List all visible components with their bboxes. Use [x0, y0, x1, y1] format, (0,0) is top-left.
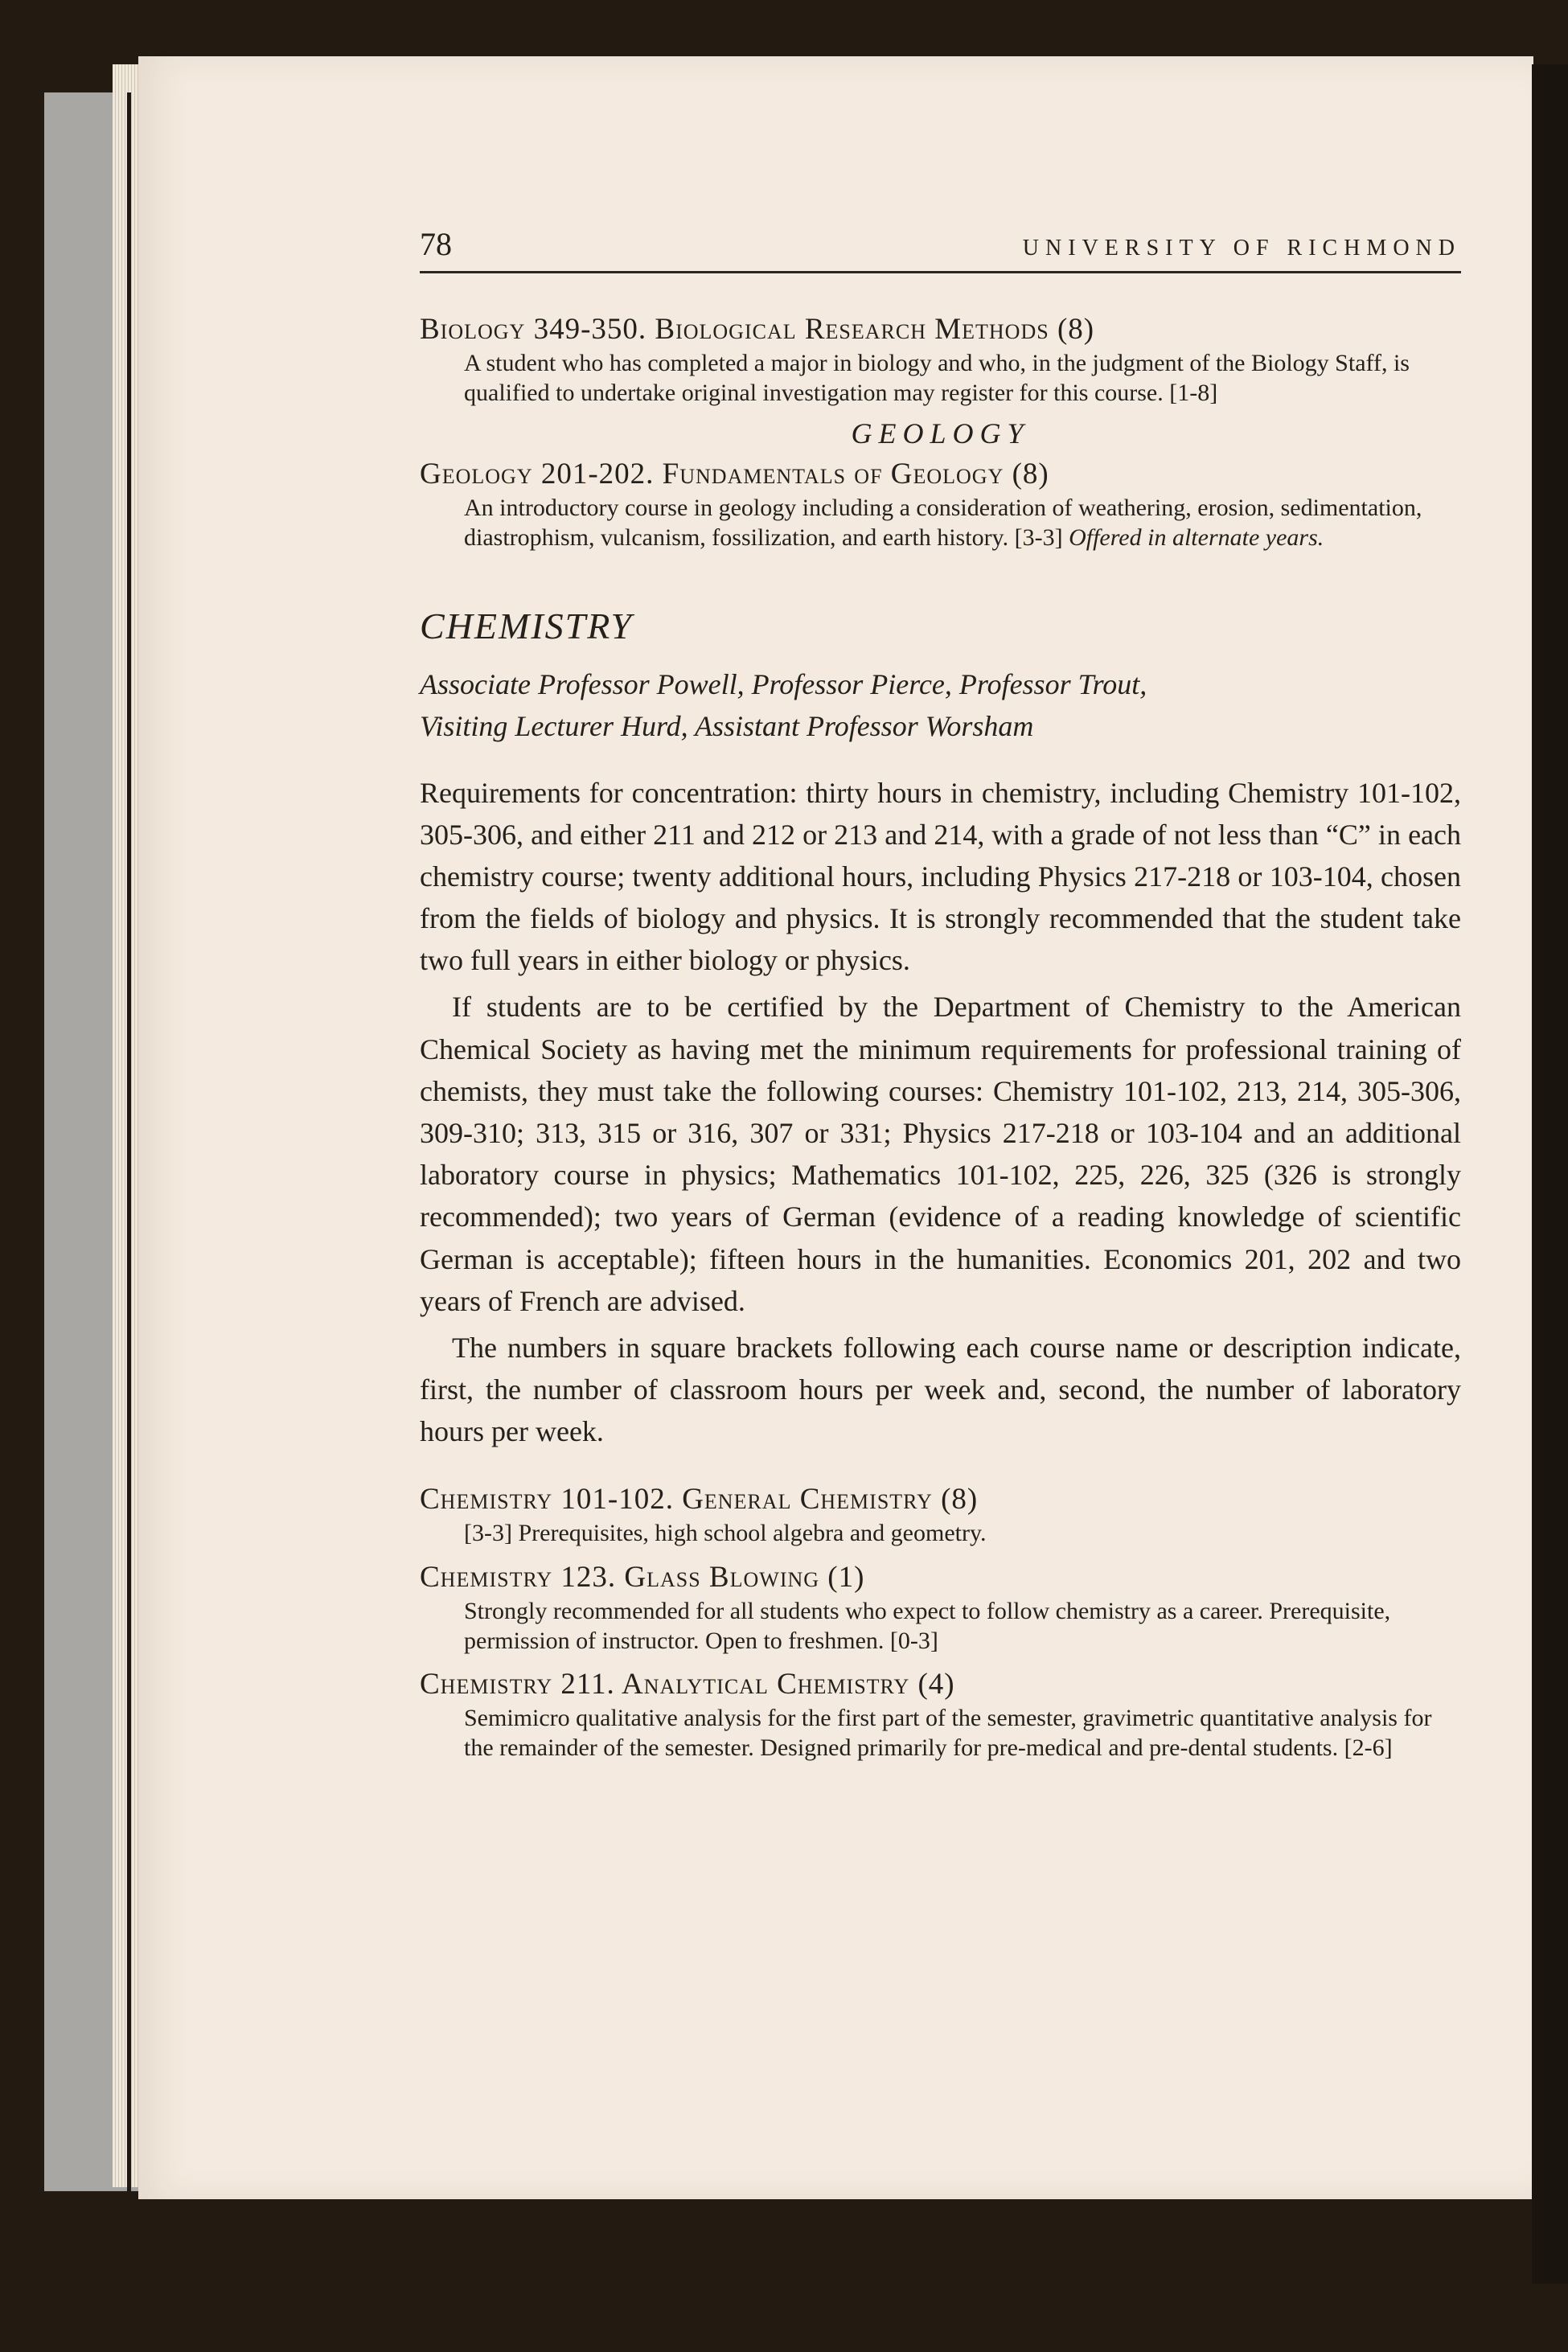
faculty-line: Associate Professor Powell, Professor Pierce, Professor Trout, — [420, 668, 1147, 701]
paragraph-certification: If students are to be certified by the Department of Chemistry to the American Chemical Society as having met the minimum requirements for professional training of chemists, they must take the following courses: Chemistry 101-102, 213, 214, 305-306, 309-310; 313, 315 or 316, 307 or 331; Physics 217-218 or 103-104 and an additional laboratory course in physics; Mathematics 101-102, 225, 226, 325 (326 is strongly recommended); two years of German (evidence of a reading knowledge of scientific German is acceptable); fifteen hours in the humanities. Economics 201, 202 and two years of French are advised. — [420, 991, 1461, 1317]
paragraph-brackets-note: The numbers in square brackets following each course name or description indicate, first, the number of classroom hours per week and, second, the number of laboratory hours per week. — [420, 1331, 1461, 1448]
geology-subhead: GEOLOGY — [851, 417, 1030, 449]
running-head — [420, 225, 1461, 273]
course-heading: Biology 349-350. Biological Research Methods (8) — [420, 313, 1095, 346]
course-description: Strongly recommended for all students who expect to follow chemistry as a career. Prerequisite, permission of instructor. Open to freshmen. [0-3] — [464, 1597, 1391, 1654]
course-heading: Chemistry 123. Glass Blowing (1) — [420, 1560, 865, 1594]
page-content — [420, 225, 1461, 1763]
geology-course — [420, 457, 1461, 553]
course-description: A student who has completed a major in biology and who, in the judgment of the Biology Staff, is qualified to undertake original investigation may register for this course. [1-8] — [464, 350, 1410, 406]
chemistry-course — [420, 1482, 1461, 1549]
cover-edge — [1532, 64, 1568, 2284]
section-title: CHEMISTRY — [420, 605, 634, 647]
faculty-line: Visiting Lecturer Hurd, Assistant Professor Worsham — [420, 710, 1034, 743]
running-title: UNIVERSITY OF RICHMOND — [1022, 236, 1461, 261]
course-note: Offered in alternate years. — [1069, 523, 1324, 551]
course-description: Semimicro qualitative analysis for the first part of the semester, gravimetric quantitative analysis for the remainder of the semester. Designed primarily for pre-medical and pre-dental students. [2-6] — [464, 1705, 1432, 1762]
course-heading: Geology 201-202. Fundamentals of Geology (8) — [420, 457, 1049, 491]
course-description: [3-3] Prerequisites, high school algebra and geometry. — [464, 1519, 987, 1546]
paragraph-requirements: Requirements for concentration: thirty hours in chemistry, including Chemistry 101-102, 305-306, and either 211 and 212 or 213 and 214, with a grade of not less than “C” in each chemistry course; twenty additional hours, including Physics 217-218 or 103-104, chosen from the fields of biology and physics. It is strongly recommended that the student take two full years in either biology or physics. — [420, 776, 1461, 977]
book-spine — [127, 92, 131, 2191]
page-number: 78 — [420, 226, 452, 262]
course-heading: Chemistry 101-102. General Chemistry (8) — [420, 1482, 979, 1516]
course-description-text: An introductory course in geology including a consideration of weathering, erosion, sedimentation, diastrophism, vulcanism, fossilization, and earth history. [3-3] — [464, 494, 1422, 551]
chemistry-course — [420, 1560, 1461, 1656]
faculty-list — [420, 663, 1461, 747]
biology-course — [420, 312, 1461, 408]
course-description — [464, 494, 1461, 552]
chemistry-course — [420, 1667, 1461, 1763]
course-heading: Chemistry 211. Analytical Chemistry (4) — [420, 1668, 955, 1701]
